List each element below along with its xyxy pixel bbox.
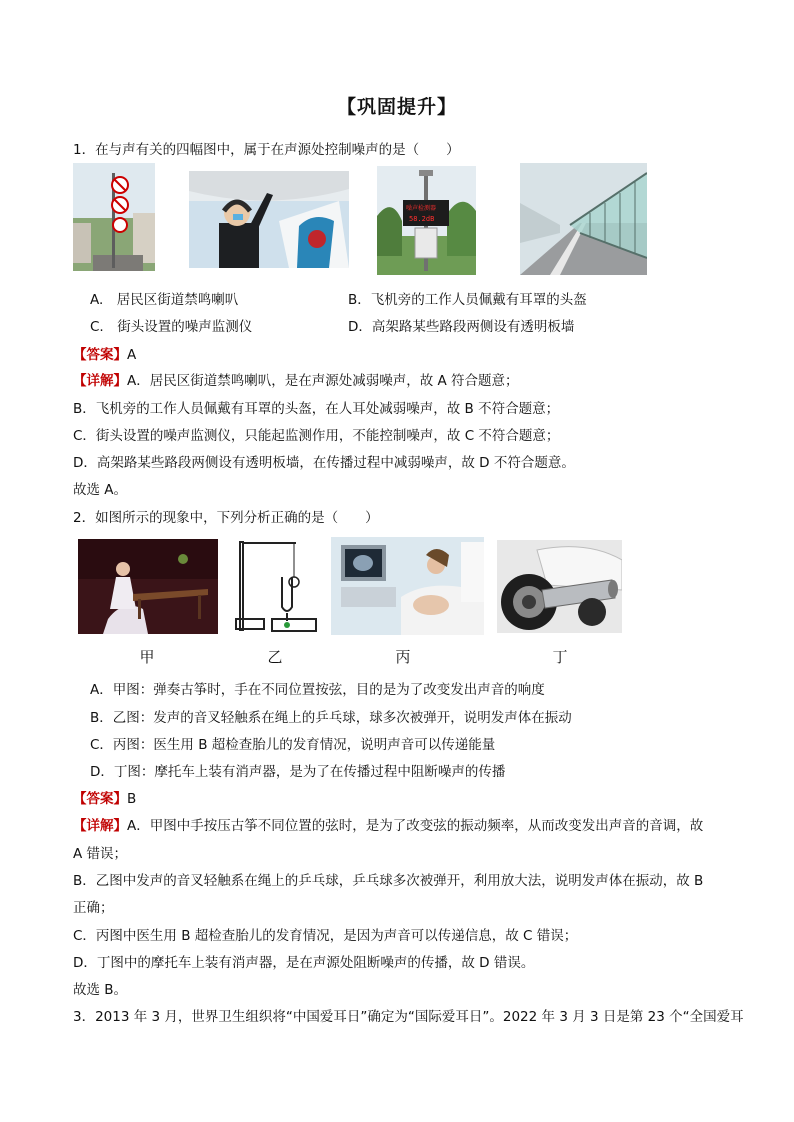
detail-text: A．甲图中手按压古筝不同位置的弦时，是为了改变弦的振动频率，从而改变发出声音的音调，故: [127, 818, 704, 834]
q1-detail-1: [73, 369, 519, 389]
answer-label: 【答案】: [73, 347, 127, 363]
answer-value: B: [127, 791, 137, 807]
tuning-fork-icon: [234, 537, 322, 635]
guzheng-player-icon: [78, 539, 218, 634]
question-1-stem: 1．在与声有关的四幅图中，属于在声源处控制噪声的是（ ）: [73, 142, 460, 158]
q1-answer: [73, 343, 136, 363]
q1-detail-4: D．高架路某些路段两侧设有透明板墙，在传播过程中减弱噪声，故 D 不符合题意。: [73, 455, 575, 471]
q2-option-d: D．丁图：摩托车上装有消声器，是为了在传播过程中阻断噪声的传播: [90, 764, 506, 780]
q2-detail-2a: B．乙图中发声的音叉轻触系在绳上的乒乓球，乒乓球多次被弹开，利用放大法，说明发声体在振动，故 B: [73, 873, 704, 889]
q1-option-c: C. 街头设置的噪声监测仪: [90, 319, 253, 335]
caption-yi: 乙: [267, 648, 283, 666]
svg-text:58.2dB: 58.2dB: [409, 215, 435, 223]
q2-option-b: B．乙图：发声的音叉轻触系在绳上的乒乓球，球多次被弹开，说明发声体在振动: [90, 710, 572, 726]
q1-option-a: A. 居民区街道禁鸣喇叭: [90, 292, 239, 308]
q2-detail-1a: [73, 814, 703, 834]
motorcycle-muffler-icon: [497, 540, 622, 633]
q2-detail-3: C．丙图中医生用 B 超检查胎儿的发育情况，是因为声音可以传递信息，故 C 错误；: [73, 928, 578, 944]
q2-option-c: C．丙图：医生用 B 超检查胎儿的发育情况，说明声音可以传递能量: [90, 737, 496, 753]
svg-text:噪声检测器: 噪声检测器: [406, 205, 437, 212]
section-title: 【巩固提升】: [336, 96, 457, 118]
airport-worker-icon: [189, 171, 349, 268]
detail-label: 【详解】: [73, 373, 127, 389]
noise-monitor-icon: [377, 166, 476, 275]
question-2-stem: 2．如图所示的现象中，下列分析正确的是（ ）: [73, 510, 379, 526]
q2-detail-2b: 正确；: [73, 900, 114, 916]
question-3-stem: 3．2013 年 3 月，世界卫生组织将“中国爱耳日”确定为“国际爱耳日”。2022 年 3 月 3 日是第 23 个“全国爱耳: [73, 1009, 744, 1025]
detail-label: 【详解】: [73, 818, 127, 834]
q2-detail-5: 故选 B。: [73, 982, 128, 998]
q1-detail-3: C．街头设置的噪声监测仪，只能起监测作用，不能控制噪声，故 C 不符合题意；: [73, 428, 560, 444]
q2-detail-4: D．丁图中的摩托车上装有消声器，是在声源处阻断噪声的传播，故 D 错误。: [73, 955, 535, 971]
no-horn-sign-icon: [73, 163, 155, 271]
q1-option-b: B．飞机旁的工作人员佩戴有耳罩的头盔: [348, 292, 587, 308]
answer-value: A: [127, 347, 137, 363]
q1-detail-2: B．飞机旁的工作人员佩戴有耳罩的头盔，在人耳处减弱噪声，故 B 不符合题意；: [73, 401, 560, 417]
q1-detail-5: 故选 A。: [73, 482, 128, 498]
q2-option-a: A．甲图：弹奏古筝时，手在不同位置按弦，目的是为了改变发出声音的响度: [90, 682, 545, 698]
ultrasound-exam-icon: [331, 537, 484, 635]
answer-label: 【答案】: [73, 791, 127, 807]
q1-option-d: D．高架路某些路段两侧设有透明板墙: [348, 319, 575, 335]
caption-bing: 丙: [395, 648, 411, 666]
caption-ding: 丁: [552, 648, 568, 666]
detail-text: A．居民区街道禁鸣喇叭，是在声源处减弱噪声，故 A 符合题意；: [127, 373, 519, 389]
caption-jia: 甲: [139, 648, 155, 666]
q2-answer: [73, 787, 136, 807]
q2-detail-1b: A 错误；: [73, 846, 128, 862]
sound-barrier-icon: [520, 163, 647, 275]
